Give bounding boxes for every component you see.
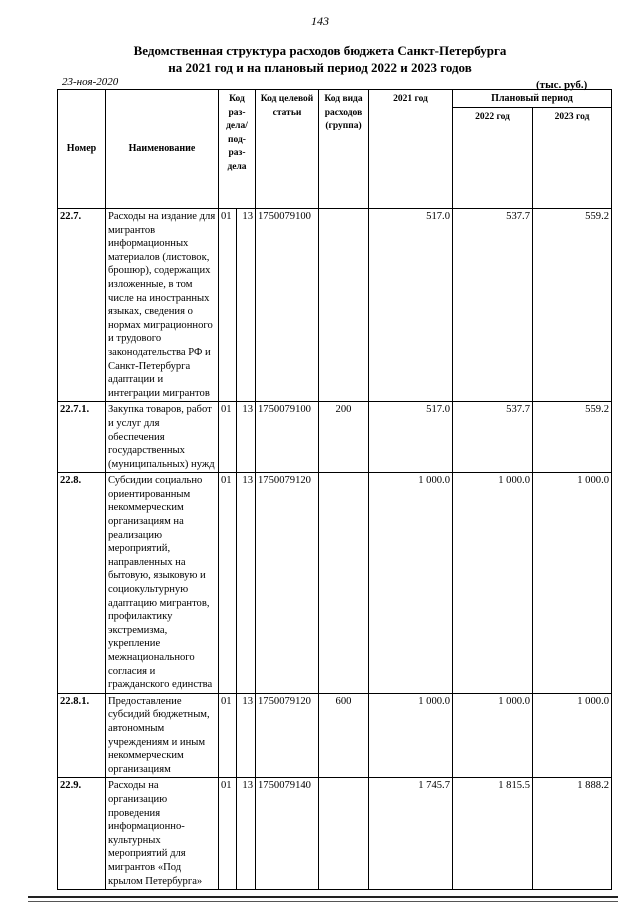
row-2023: 1 000.0 [533,473,612,694]
header-planned-period: Плановый период [453,90,612,108]
row-subsection: 13 [237,473,256,694]
row-2023: 1 888.2 [533,778,612,890]
row-2021: 517.0 [369,209,453,402]
row-expense-type [319,778,369,890]
row-expense-type: 600 [319,693,369,778]
row-name: Субсидии социально ориентированным некоммерческим организациям на реализацию мероприятий, направленных на бытовую, языковую и социокультурную адаптацию мигрантов, профилактику экстремизма, укрепление межнационального согласия и гражданского единства [106,473,219,694]
footer-rule-thick [28,896,618,898]
row-2023: 1 000.0 [533,693,612,778]
table-row [58,209,612,402]
row-subsection: 13 [237,402,256,473]
row-target-code: 1750079140 [256,778,319,890]
header-2022: 2022 год [453,108,533,209]
row-expense-type: 200 [319,402,369,473]
header-name: Наименование [106,90,219,209]
header-target-code: Код целевой статьи [256,90,319,209]
row-2023: 559.2 [533,402,612,473]
row-target-code: 1750079120 [256,473,319,694]
row-expense-type [319,473,369,694]
row-name: Расходы на издание для мигрантов информационных материалов (листовок, брошюр), содержащих изложенные, в том числе на иностранных языках, сведения о нормах миграционного и трудового законодательства РФ и Санкт-Петербурга адаптации и интеграции мигрантов [106,209,219,402]
row-section: 01 [219,209,237,402]
row-2022: 1 000.0 [453,473,533,694]
table-row [58,693,612,778]
row-2022: 537.7 [453,402,533,473]
row-2021: 1 745.7 [369,778,453,890]
row-2021: 1 000.0 [369,473,453,694]
document-date: 23-ноя-2020 [62,76,119,88]
row-subsection: 13 [237,693,256,778]
row-number: 22.7. [58,209,106,402]
row-subsection: 13 [237,778,256,890]
title-line-2: на 2021 год и на плановый период 2022 и 2023 годов [168,60,472,75]
row-section: 01 [219,693,237,778]
row-target-code: 1750079100 [256,209,319,402]
row-target-code: 1750079120 [256,693,319,778]
document-title [0,42,640,76]
row-section: 01 [219,402,237,473]
row-number: 22.8. [58,473,106,694]
budget-table [57,89,612,890]
row-2023: 559.2 [533,209,612,402]
header-section-code: Код раз-дела/ под-раз-дела [219,90,256,209]
row-name: Закупка товаров, работ и услуг для обеспечения государственных (муниципальных) нужд [106,402,219,473]
row-2021: 1 000.0 [369,693,453,778]
row-2022: 537.7 [453,209,533,402]
header-2023: 2023 год [533,108,612,209]
row-target-code: 1750079100 [256,402,319,473]
header-2021: 2021 год [369,90,453,209]
page-number: 143 [311,14,329,28]
row-number: 22.7.1. [58,402,106,473]
header-expense-type-code: Код вида расходов (группа) [319,90,369,209]
table-row [58,402,612,473]
row-2022: 1 000.0 [453,693,533,778]
row-subsection: 13 [237,209,256,402]
units-label: (тыс. руб.) [536,79,588,91]
row-name: Расходы на организацию проведения информационно-культурных мероприятий для мигрантов «Под крылом Петербурга» [106,778,219,890]
row-section: 01 [219,473,237,694]
row-2022: 1 815.5 [453,778,533,890]
footer-rule-thin [28,901,618,902]
title-line-1: Ведомственная структура расходов бюджета Санкт-Петербурга [133,43,507,58]
row-number: 22.8.1. [58,693,106,778]
row-section: 01 [219,778,237,890]
table-row [58,473,612,694]
row-name: Предоставление субсидий бюджетным, автономным учреждениям и иным некоммерческим организациям [106,693,219,778]
table-row [58,778,612,890]
header-number: Номер [58,90,106,209]
row-expense-type [319,209,369,402]
row-number: 22.9. [58,778,106,890]
row-2021: 517.0 [369,402,453,473]
